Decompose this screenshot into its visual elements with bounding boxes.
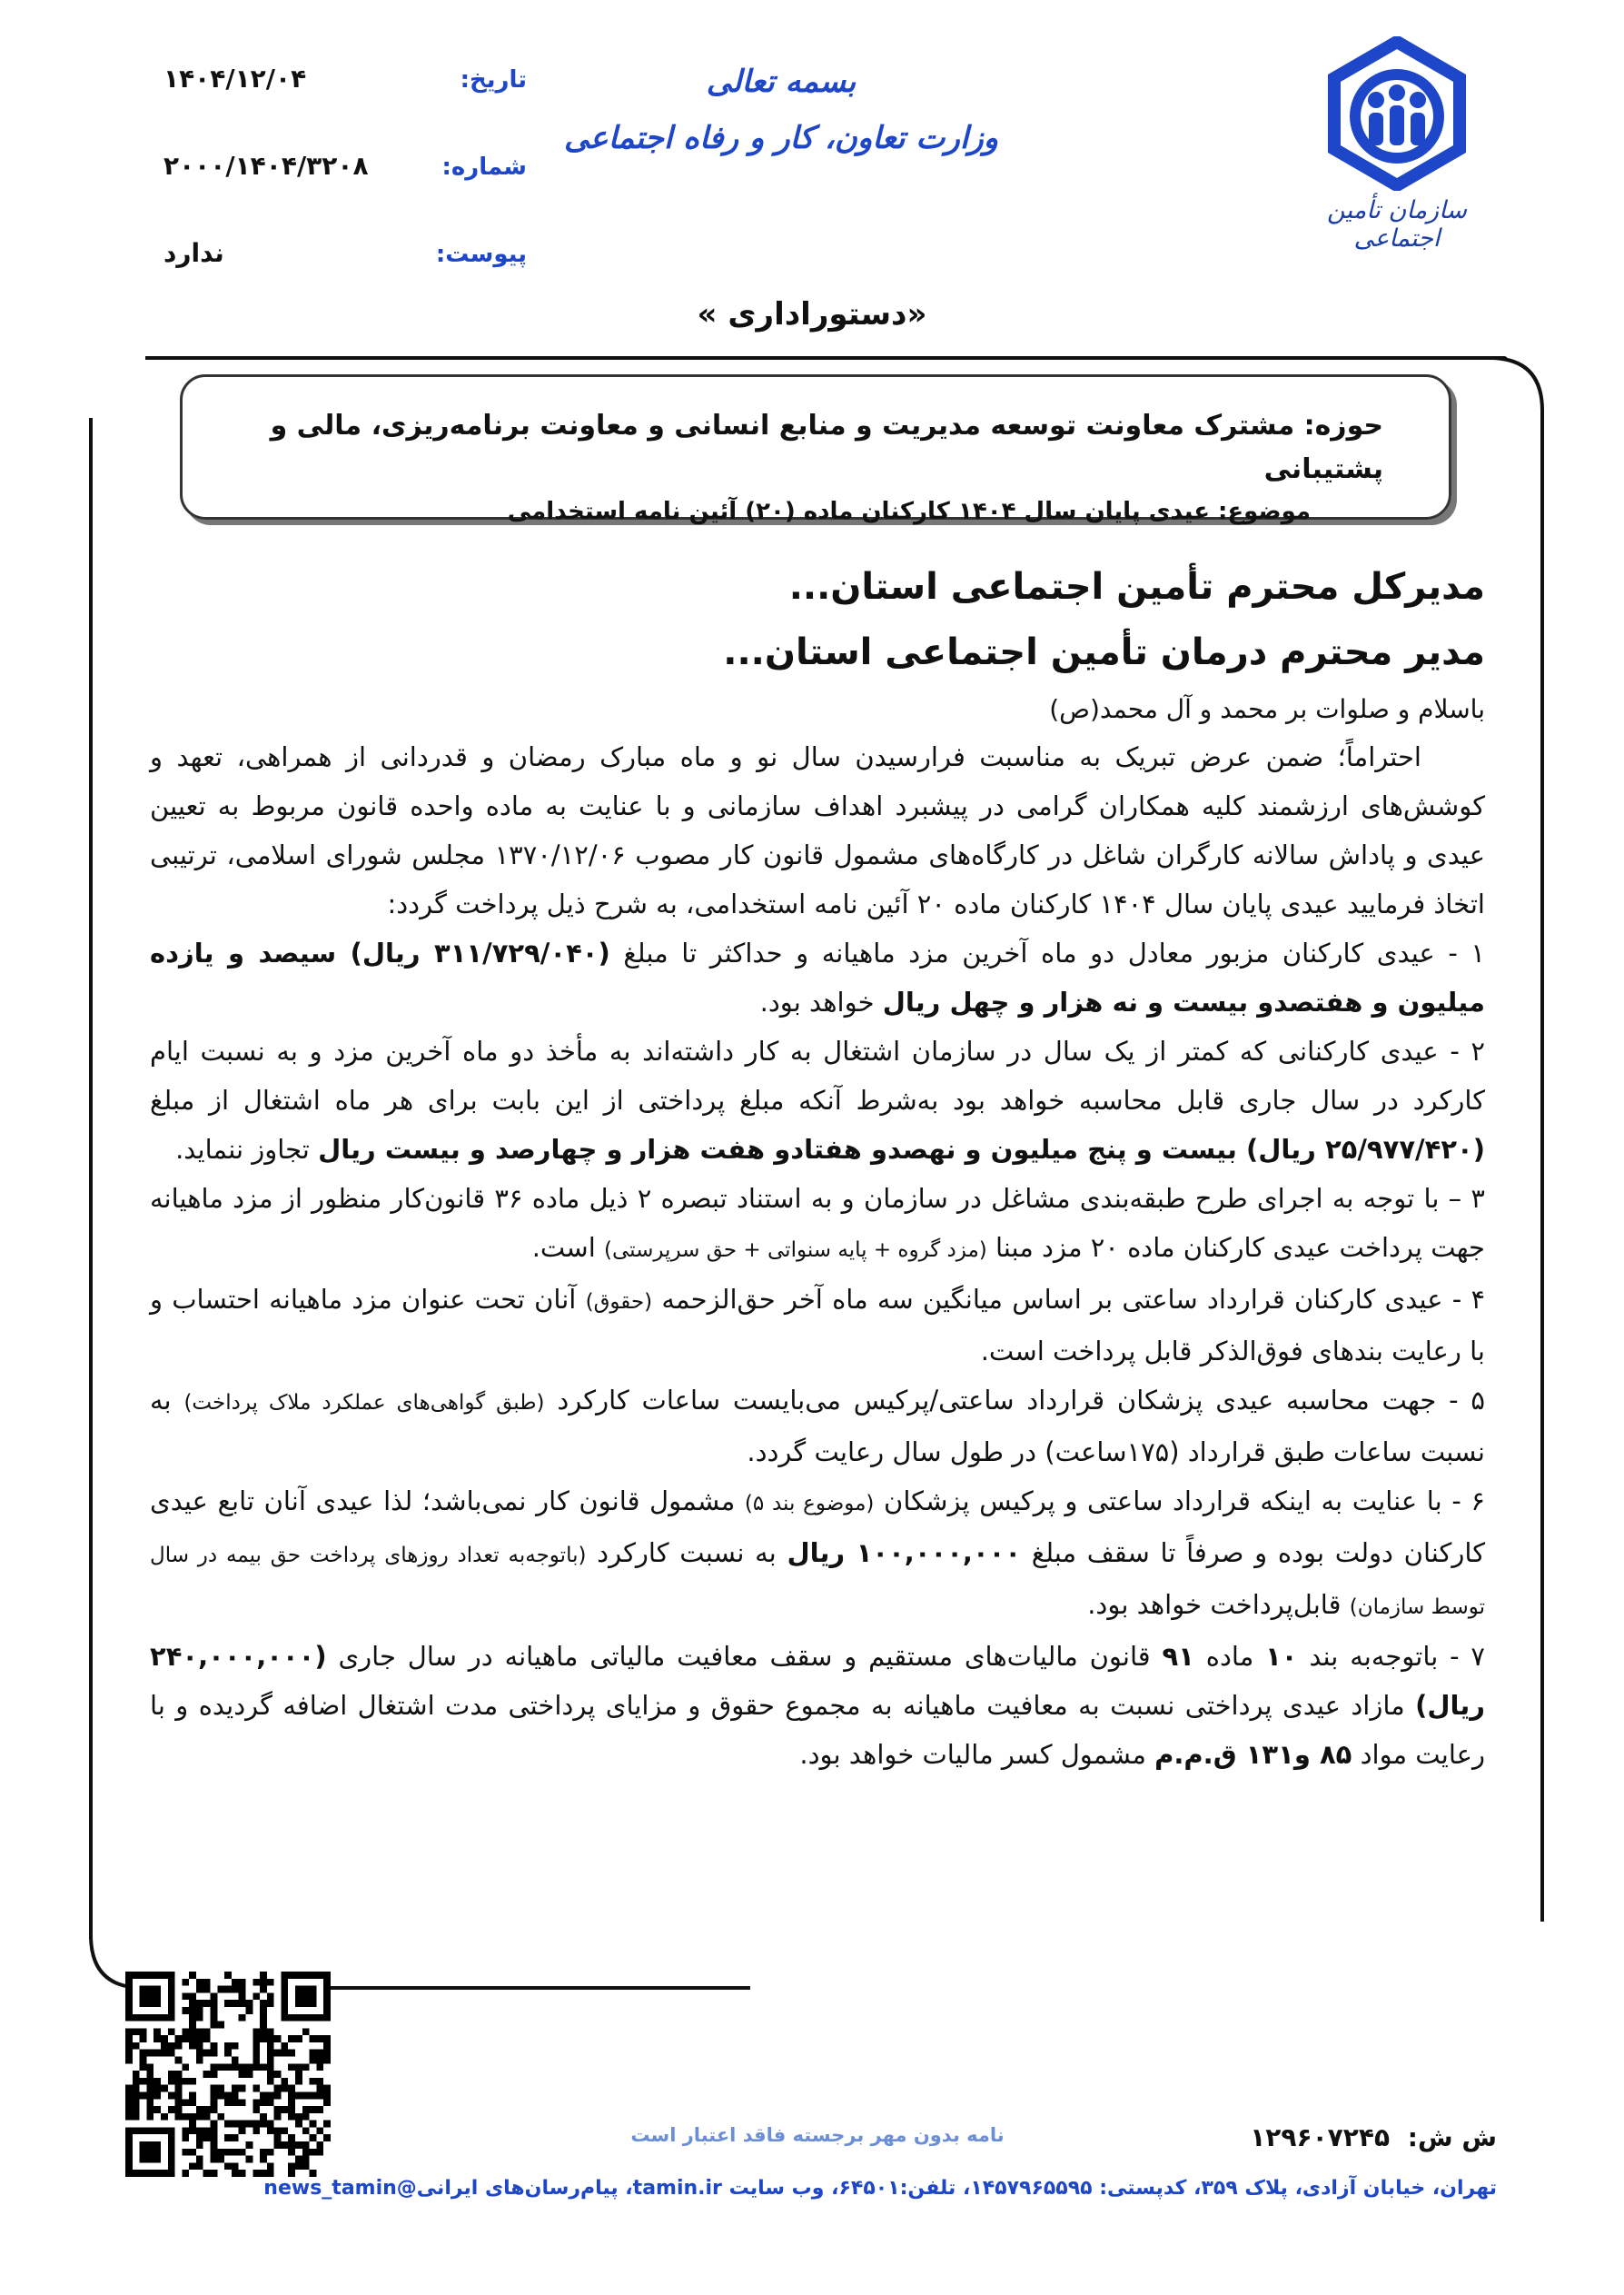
ministry-name: وزارت تعاون، کار و رفاه اجتماعی <box>563 120 999 156</box>
item6-note-1: (موضوع بند ۵) <box>744 1492 875 1515</box>
item2-end: تجاوز ننماید. <box>175 1134 319 1165</box>
tamin-logo-icon <box>1320 36 1474 191</box>
item5-text: ۵ - جهت محاسبه عیدی پزشکان قرارداد ساعتی/پرکیس می‌بایست ساعات کارکرد <box>544 1385 1485 1416</box>
document-type: «دستوراداری » <box>697 296 927 333</box>
item2-amount: (۲۵/۹۷۷/۴۲۰ ریال) بیست و پنج میلیون و نهصدو هفتادو هفت هزار و چهارصد و بیست ریال <box>318 1134 1485 1165</box>
frame-top-line <box>145 356 1508 360</box>
organization-name: سازمان تأمین اجتماعی <box>1327 196 1467 253</box>
number-label: شماره: <box>441 154 527 181</box>
subject-line: موضوع: عیدی پایان سال ۱۴۰۴ کارکنان ماده (۲۰) آئین نامه استخدامی <box>507 498 1311 525</box>
item2-text: ۲ - عیدی کارکنانی که کمتر از یک سال در سازمان اشتغال به کار داشته‌اند به مأخذ دو ماه آخرین مزد و به نسبت ایام کارکرد در سال جاری قابل محاسبه خواهد بود به‌شرط آنکه مبلغ پرداختی از این بابت برای هر ماه اشتغال از مبلغ <box>150 1036 1485 1116</box>
number-value: ۲۰۰۰/۱۴۰۴/۳۲۰۸ <box>163 151 369 181</box>
item-4 <box>150 1275 1485 1376</box>
organization-logo <box>1292 36 1501 254</box>
item3-text: ۳ – با توجه به اجرای طرح طبقه‌بندی مشاغل در سازمان و به استناد تبصره ۲ ذیل ماده ۳۶ قانون‌کار منظور از مزد ماهیانه جهت پرداخت عیدی کارکنان ماده ۲۰ مزد مبنا <box>150 1183 1485 1263</box>
item7-text-2: ماده <box>1193 1641 1266 1672</box>
attachment-value: ندارد <box>163 238 224 268</box>
footer-validity-note: نامه بدون مهر برجسته فاقد اعتبار است <box>630 2124 1005 2146</box>
letter-body <box>150 554 1485 1779</box>
item6-text-3: به نسبت کارکرد <box>586 1537 787 1568</box>
item-7 <box>150 1632 1485 1779</box>
item4-text: ۴ - عیدی کارکنان قرارداد ساعتی بر اساس میانگین سه ماه آخر حق‌الزحمه <box>652 1284 1486 1315</box>
item6-amount: ۱۰۰,۰۰۰,۰۰۰ ریال <box>787 1537 1022 1568</box>
item-3 <box>150 1174 1485 1275</box>
footer-tracking-id <box>1250 2122 1497 2152</box>
item4-note: (حقوق) <box>585 1290 653 1314</box>
frame-corner-top-right <box>1490 356 1544 411</box>
addressee-1: مدیرکل محترم تأمین اجتماعی استان... <box>788 566 1485 608</box>
domain-line: حوزه: مشترک معاونت توسعه مدیریت و منابع انسانی و معاونت برنامه‌ریزی، مالی و پشتیبانی <box>270 410 1383 485</box>
item5-note: (طبق گواهی‌های عملکرد ملاک پرداخت) <box>183 1391 545 1415</box>
item6-end: قابل‌پرداخت خواهد بود. <box>1087 1589 1350 1620</box>
qr-code <box>125 1972 331 2177</box>
item5-end: به نسبت ساعات طبق قرارداد (۱۷۵ساعت) در طول سال رعایت گردد. <box>150 1385 1485 1467</box>
subject-box <box>180 374 1451 525</box>
item7-amount: (۲۴۰,۰۰۰,۰۰۰ ریال) <box>150 1641 1485 1721</box>
item4-end: آنان تحت عنوان مزد ماهیانه احتساب و با رعایت بندهای فوق‌الذکر قابل پرداخت است. <box>150 1284 1485 1366</box>
item1-end: خواهد بود. <box>759 987 883 1018</box>
item1-amount: (۳۱۱/۷۲۹/۰۴۰ ریال) سیصد و یازده میلیون و هفتصدو بیست و نه هزار و چهل ریال <box>150 938 1485 1018</box>
item3-note: (مزد گروه + پایه سنواتی + حق سرپرستی) <box>604 1238 987 1262</box>
letterhead <box>509 64 1054 156</box>
item6-note-2: (باتوجه‌به تعداد روزهای پرداخت حق بیمه در سال توسط سازمان) <box>150 1544 1485 1619</box>
frame-right-line <box>1540 409 1544 1922</box>
item1-text: ۱ - عیدی کارکنان مزبور معادل دو ماه آخرین مزد ماهیانه و حداکثر تا مبلغ <box>609 938 1485 969</box>
frame-left-line <box>89 418 93 1940</box>
besmellah: بسمه تعالی <box>706 64 857 100</box>
date-value: ۱۴۰۴/۱۲/۰۴ <box>163 64 307 94</box>
item-1 <box>150 929 1485 1027</box>
date-label: تاریخ: <box>460 66 527 94</box>
item7-articles: ۸۵ و۱۳۱ ق.م.م <box>1154 1739 1352 1770</box>
intro-paragraph: احتراماً؛ ضمن عرض تبریک به مناسبت فرارسیدن سال نو و ماه مبارک رمضان و قدردانی از همراهی، تعهد و کوشش‌های ارزشمند کلیه همکاران گرامی در پیشبرد اهداف سازمانی و با عنایت به ماده واحده قانون مربوط به تعیین عیدی و پاداش سالانه کارگران شاغل در کارگاه‌های مشمول قانون کار مصوب ۱۳۷۰/۱۲/۰۶ مجلس شورای اسلامی، ترتیبی اتخاذ فرمایید عیدی پایان سال ۱۴۰۴ کارکنان ماده ۲۰ آئین نامه استخدامی، به شرح ذیل پرداخت گردد: <box>150 741 1486 919</box>
item-5 <box>150 1376 1485 1476</box>
item6-text-2: مشمول قانون کار نمی‌باشد؛ لذا عیدی آنان تابع عیدی کارکنان دولت بوده و صرفاً تا سقف مبلغ <box>150 1485 1485 1568</box>
date-row <box>163 64 527 151</box>
item6-text: ۶ - با عنایت به اینکه قرارداد ساعتی و پرکیس پزشکان <box>874 1485 1485 1516</box>
item7-text-4: مازاد عیدی پرداختی نسبت به معافیت ماهیانه به مجموع حقوق و مزایای پرداختی مدت اشتغال اضافه گردیده و با رعایت مواد <box>150 1690 1485 1770</box>
item7-end: مشمول کسر مالیات خواهد بود. <box>799 1739 1155 1770</box>
tracking-id-label: ش ش: <box>1407 2122 1497 2152</box>
item7-text-3: قانون مالیات‌های مستقیم و سقف معافیت مالیاتی ماهیانه در سال جاری <box>326 1641 1163 1672</box>
item-6 <box>150 1476 1485 1632</box>
letter-meta <box>163 64 527 325</box>
footer-address: تهران، خیابان آزادی، پلاک ۳۵۹، کدپستی: ۱۴۵۷۹۶۵۵۹۵، تلفن:۶۴۵۰۱، وب سایت tamin.ir، پیام‌رسان‌های ایرانی@news_tamin <box>263 2177 1497 2200</box>
tracking-id-value: ۱۲۹۶۰۷۲۴۵ <box>1250 2122 1391 2152</box>
item7-text: ۷ - باتوجه‌به بند <box>1297 1641 1485 1672</box>
item7-article: ۹۱ <box>1162 1641 1194 1672</box>
attachment-label: پیوست: <box>435 241 527 268</box>
item-2 <box>150 1027 1485 1174</box>
addressee-2: مدیر محترم درمان تأمین اجتماعی استان... <box>723 631 1485 673</box>
item7-clause: ۱۰ <box>1265 1641 1298 1672</box>
item3-end: است. <box>531 1232 604 1263</box>
number-row <box>163 151 527 238</box>
salutation: باسلام و صلوات بر محمد و آل محمد(ص) <box>1049 694 1485 724</box>
